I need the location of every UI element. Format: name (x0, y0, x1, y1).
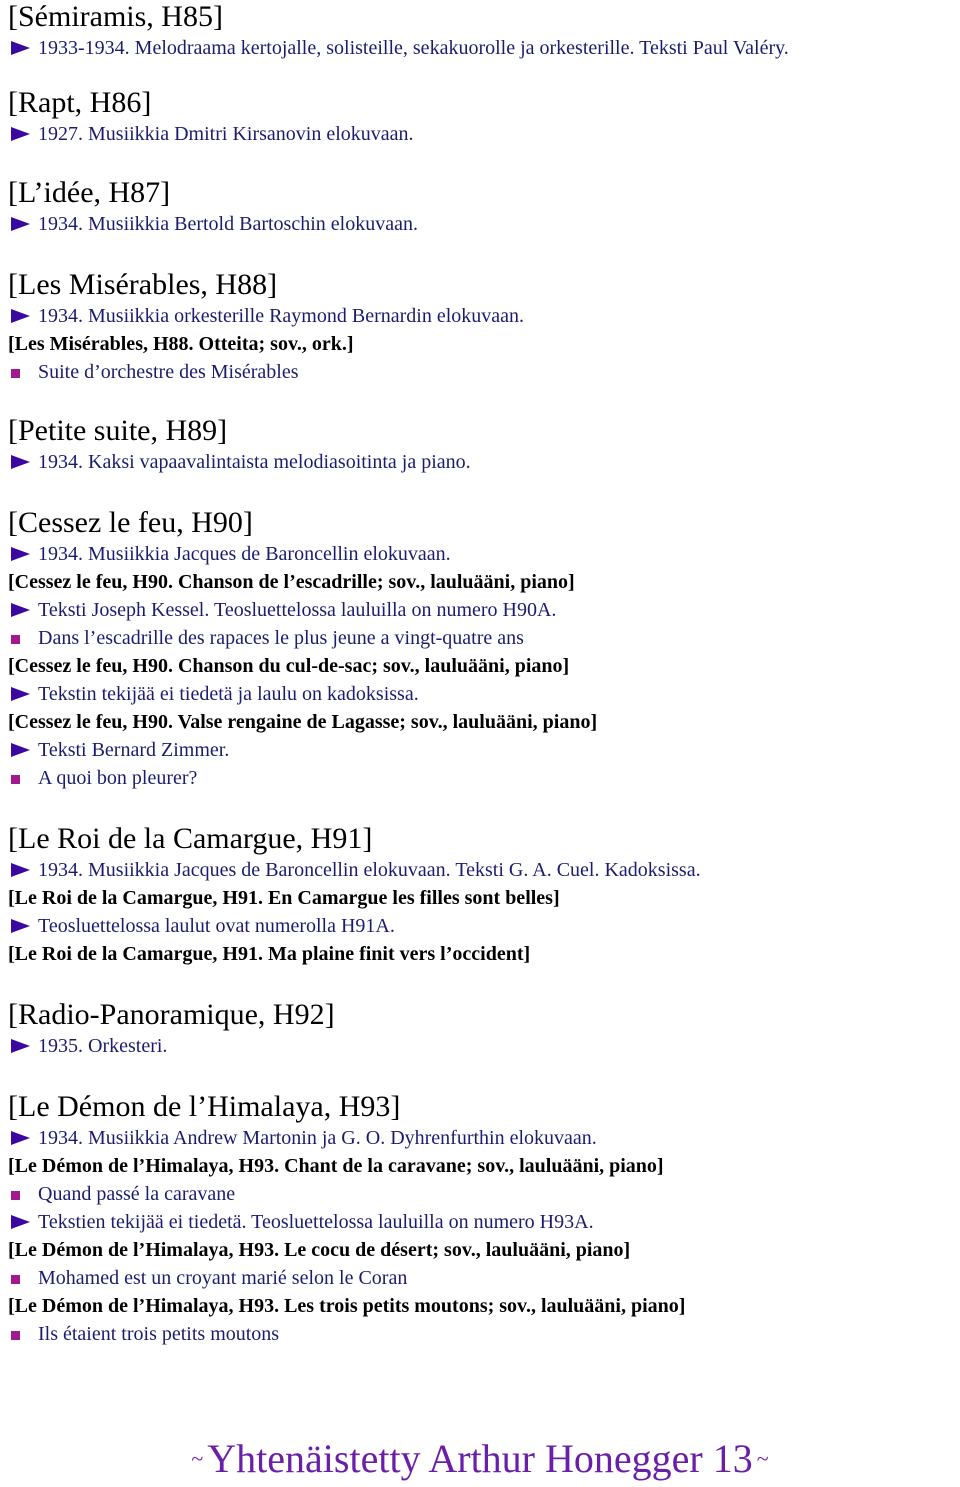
info-line (8, 1124, 953, 1152)
line-text: 1935. Orkesteri. (38, 1035, 168, 1057)
line-marker (8, 596, 38, 624)
sub-work-heading (8, 940, 953, 968)
line-text: [Le Roi de la Camargue, H91. En Camargue les filles sont belles] (8, 887, 560, 909)
song-incipit (8, 1320, 953, 1348)
line-text: 1934. Musiikkia Bertold Bartoschin elokuvaan. (38, 213, 418, 235)
line-text: Teksti Joseph Kessel. Teosluettelossa lauluilla on numero H90A. (38, 599, 557, 621)
arrow-right-icon (11, 919, 30, 933)
line-marker (8, 448, 38, 476)
line-marker (8, 302, 38, 330)
song-incipit (8, 624, 953, 652)
line-marker (8, 912, 38, 940)
line-marker (8, 1264, 38, 1292)
page-footer (0, 1435, 960, 1483)
work-section (8, 0, 953, 62)
line-text: Teosluettelossa laulut ovat numerolla H91A. (38, 915, 395, 937)
line-text: [Cessez le feu, H90. Chanson du cul-de-sac; sov., lauluääni, piano] (8, 655, 570, 677)
square-bullet-icon (11, 775, 20, 784)
arrow-right-icon (11, 41, 30, 55)
work-section (8, 822, 953, 968)
info-line (8, 1208, 953, 1236)
info-line (8, 680, 953, 708)
work-title: [Le Démon de l’Himalaya, H93] (8, 1090, 401, 1123)
line-marker (8, 540, 38, 568)
line-text: [Cessez le feu, H90. Valse rengaine de Lagasse; sov., lauluääni, piano] (8, 711, 598, 733)
sub-work-heading (8, 330, 953, 358)
arrow-right-icon (11, 1215, 30, 1229)
info-line (8, 912, 953, 940)
line-text: Tekstien tekijää ei tiedetä. Teosluettelossa lauluilla on numero H93A. (38, 1211, 594, 1233)
sub-work-heading (8, 1292, 953, 1320)
sub-work-heading (8, 708, 953, 736)
arrow-right-icon (11, 217, 30, 231)
line-marker (8, 210, 38, 238)
work-title: [Petite suite, H89] (8, 414, 228, 447)
work-title: [Rapt, H86] (8, 86, 152, 119)
line-text: [Cessez le feu, H90. Chanson de l’escadrille; sov., lauluääni, piano] (8, 571, 575, 593)
line-text: [Le Démon de l’Himalaya, H93. Chant de la caravane; sov., lauluääni, piano] (8, 1155, 664, 1177)
info-line (8, 210, 953, 238)
line-text: 1934. Musiikkia Andrew Martonin ja G. O. Dyhrenfurthin elokuvaan. (38, 1127, 597, 1149)
square-bullet-icon (11, 369, 20, 378)
line-text: Tekstin tekijää ei tiedetä ja laulu on kadoksissa. (38, 683, 419, 705)
line-text: Teksti Bernard Zimmer. (38, 739, 230, 761)
song-incipit (8, 1180, 953, 1208)
square-bullet-icon (11, 1275, 20, 1284)
square-bullet-icon (11, 635, 20, 644)
line-marker (8, 764, 38, 792)
line-marker (8, 1320, 38, 1348)
work-title: [Le Roi de la Camargue, H91] (8, 822, 373, 855)
work-section (8, 998, 953, 1060)
line-text: A quoi bon pleurer? (38, 767, 198, 789)
arrow-right-icon (11, 309, 30, 323)
line-text: 1934. Musiikkia Jacques de Baroncellin elokuvaan. (38, 543, 451, 565)
info-line (8, 1032, 953, 1060)
line-marker (8, 358, 38, 386)
work-section (8, 86, 953, 148)
arrow-right-icon (11, 455, 30, 469)
arrow-right-icon (11, 1039, 30, 1053)
arrow-right-icon (11, 743, 30, 757)
line-marker (8, 736, 38, 764)
square-bullet-icon (11, 1331, 20, 1340)
arrow-right-icon (11, 863, 30, 877)
line-marker (8, 34, 38, 62)
line-text: Ils étaient trois petits moutons (38, 1323, 280, 1345)
info-line (8, 120, 953, 148)
sub-work-heading (8, 1236, 953, 1264)
sub-work-heading (8, 1152, 953, 1180)
work-section (8, 1090, 953, 1348)
square-bullet-icon (11, 1191, 20, 1200)
song-incipit (8, 764, 953, 792)
info-line (8, 596, 953, 624)
sub-work-heading (8, 568, 953, 596)
footer-title: Yhtenäistetty Arthur Honegger 13 (207, 1436, 753, 1481)
work-section (8, 506, 953, 792)
arrow-right-icon (11, 1131, 30, 1145)
line-text: 1927. Musiikkia Dmitri Kirsanovin elokuvaan. (38, 123, 414, 145)
info-line (8, 540, 953, 568)
line-text: Quand passé la caravane (38, 1183, 236, 1205)
work-title: [Sémiramis, H85] (8, 0, 223, 33)
line-text: [Les Misérables, H88. Otteita; sov., ork.] (8, 333, 354, 355)
info-line (8, 302, 953, 330)
line-marker (8, 624, 38, 652)
line-text: Mohamed est un croyant marié selon le Coran (38, 1267, 408, 1289)
work-title: [Radio-Panoramique, H92] (8, 998, 335, 1031)
work-title: [Les Misérables, H88] (8, 268, 278, 301)
line-marker (8, 1208, 38, 1236)
song-incipit (8, 358, 953, 386)
work-section (8, 268, 953, 386)
line-text: 1934. Musiikkia Jacques de Baroncellin elokuvaan. Teksti G. A. Cuel. Kadoksissa. (38, 859, 701, 881)
line-text: 1933-1934. Melodraama kertojalle, solisteille, sekakuorolle ja orkesterille. Teksti Paul Valéry. (38, 37, 789, 59)
arrow-right-icon (11, 603, 30, 617)
line-marker (8, 680, 38, 708)
arrow-right-icon (11, 687, 30, 701)
line-text: [Le Roi de la Camargue, H91. Ma plaine finit vers l’occident] (8, 943, 531, 965)
info-line (8, 448, 953, 476)
line-text: [Le Démon de l’Himalaya, H93. Le cocu de désert; sov., lauluääni, piano] (8, 1239, 631, 1261)
footer-tilde-right: ~ (756, 1446, 769, 1471)
arrow-right-icon (11, 547, 30, 561)
line-marker (8, 1032, 38, 1060)
line-text: 1934. Musiikkia orkesterille Raymond Bernardin elokuvaan. (38, 305, 525, 327)
line-marker (8, 120, 38, 148)
info-line (8, 736, 953, 764)
info-line (8, 856, 953, 884)
footer-tilde-left: ~ (191, 1446, 204, 1471)
line-text: Suite d’orchestre des Misérables (38, 361, 299, 383)
song-incipit (8, 1264, 953, 1292)
work-section (8, 414, 953, 476)
sub-work-heading (8, 884, 953, 912)
info-line (8, 34, 953, 62)
line-text: Dans l’escadrille des rapaces le plus jeune a vingt-quatre ans (38, 627, 524, 649)
arrow-right-icon (11, 127, 30, 141)
document-body (8, 0, 953, 1348)
work-title: [L’idée, H87] (8, 176, 171, 209)
line-marker (8, 1180, 38, 1208)
work-title: [Cessez le feu, H90] (8, 506, 253, 539)
work-section (8, 176, 953, 238)
line-marker (8, 856, 38, 884)
line-text: 1934. Kaksi vapaavalintaista melodiasoitinta ja piano. (38, 451, 471, 473)
sub-work-heading (8, 652, 953, 680)
line-text: [Le Démon de l’Himalaya, H93. Les trois petits moutons; sov., lauluääni, piano] (8, 1295, 686, 1317)
line-marker (8, 1124, 38, 1152)
